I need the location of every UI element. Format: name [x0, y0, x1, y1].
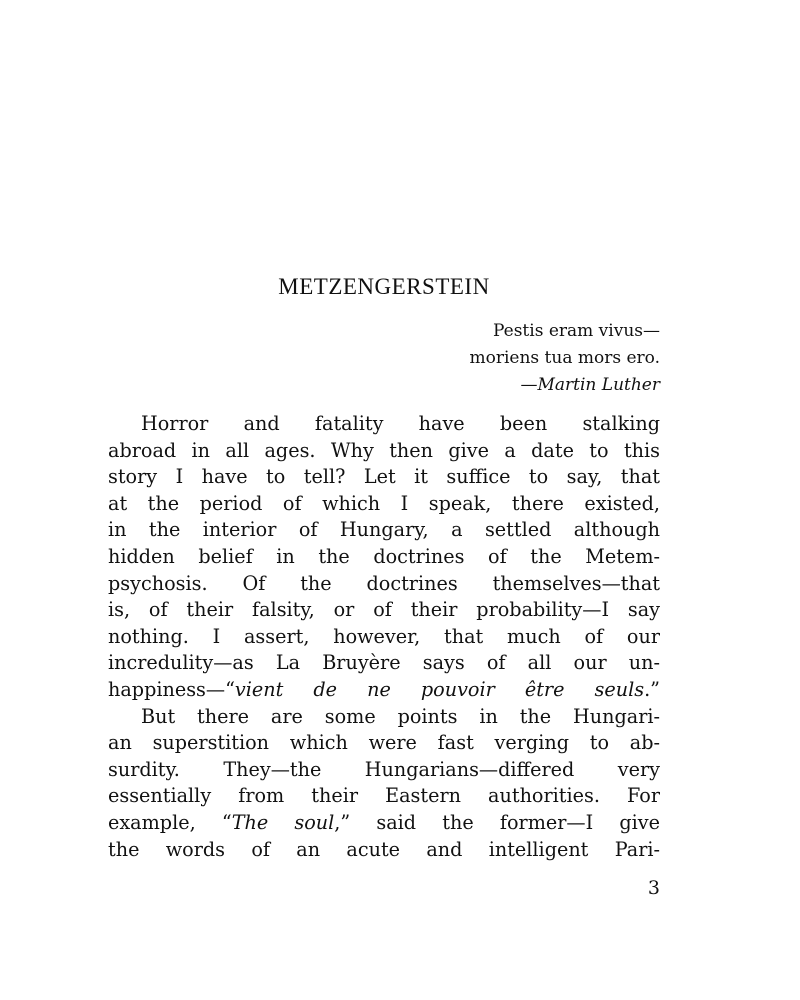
- italic-phrase: The soul: [231, 810, 335, 834]
- text-line: [108, 810, 660, 837]
- text-segment: example, “: [108, 810, 232, 834]
- text-line: the words of an acute and intelligent Pari-: [108, 837, 660, 861]
- text-line: psychosis. Of the doctrines themselves—that: [108, 571, 660, 595]
- epigraph: [469, 318, 660, 399]
- text-line: incredulity—as La Bruyère says of all our un-: [108, 651, 660, 675]
- text-line: in the interior of Hungary, a settled although: [108, 518, 660, 542]
- text-line: at the period of which I speak, there existed,: [108, 491, 660, 515]
- text-line: essentially from their Eastern authorities. For: [108, 784, 660, 808]
- text-line: is, of their falsity, or of their probability—I say: [108, 598, 660, 622]
- text-line: Horror and fatality have been stalking: [141, 412, 660, 435]
- text-line: an superstition which were fast verging to ab-: [108, 731, 660, 755]
- epigraph-line: moriens tua mors ero.: [469, 348, 660, 368]
- book-page: [108, 0, 660, 1000]
- text-line: But there are some points in the Hungari-: [141, 704, 660, 728]
- page-number: 3: [647, 877, 660, 899]
- text-segment: happiness—“: [108, 677, 235, 701]
- text-line: hidden belief in the doctrines of the Metem-: [108, 544, 660, 568]
- story-title: METZENGERSTEIN: [278, 274, 490, 299]
- text-segment: ,” said the former—I give: [334, 810, 660, 834]
- body-text: [108, 411, 660, 863]
- text-line: story I have to tell? Let it suffice to say, that: [108, 465, 660, 489]
- text-line: [108, 677, 660, 704]
- epigraph-attribution: —Martin Luther: [520, 375, 660, 395]
- epigraph-line: Pestis eram vivus—: [492, 321, 660, 341]
- text-segment: .”: [644, 677, 660, 701]
- text-line: nothing. I assert, however, that much of our: [108, 624, 660, 648]
- text-line: abroad in all ages. Why then give a date to this: [108, 438, 660, 462]
- text-line: surdity. They—the Hungarians—differed very: [108, 757, 660, 781]
- italic-phrase: vient de ne pouvoir être seuls: [234, 677, 645, 701]
